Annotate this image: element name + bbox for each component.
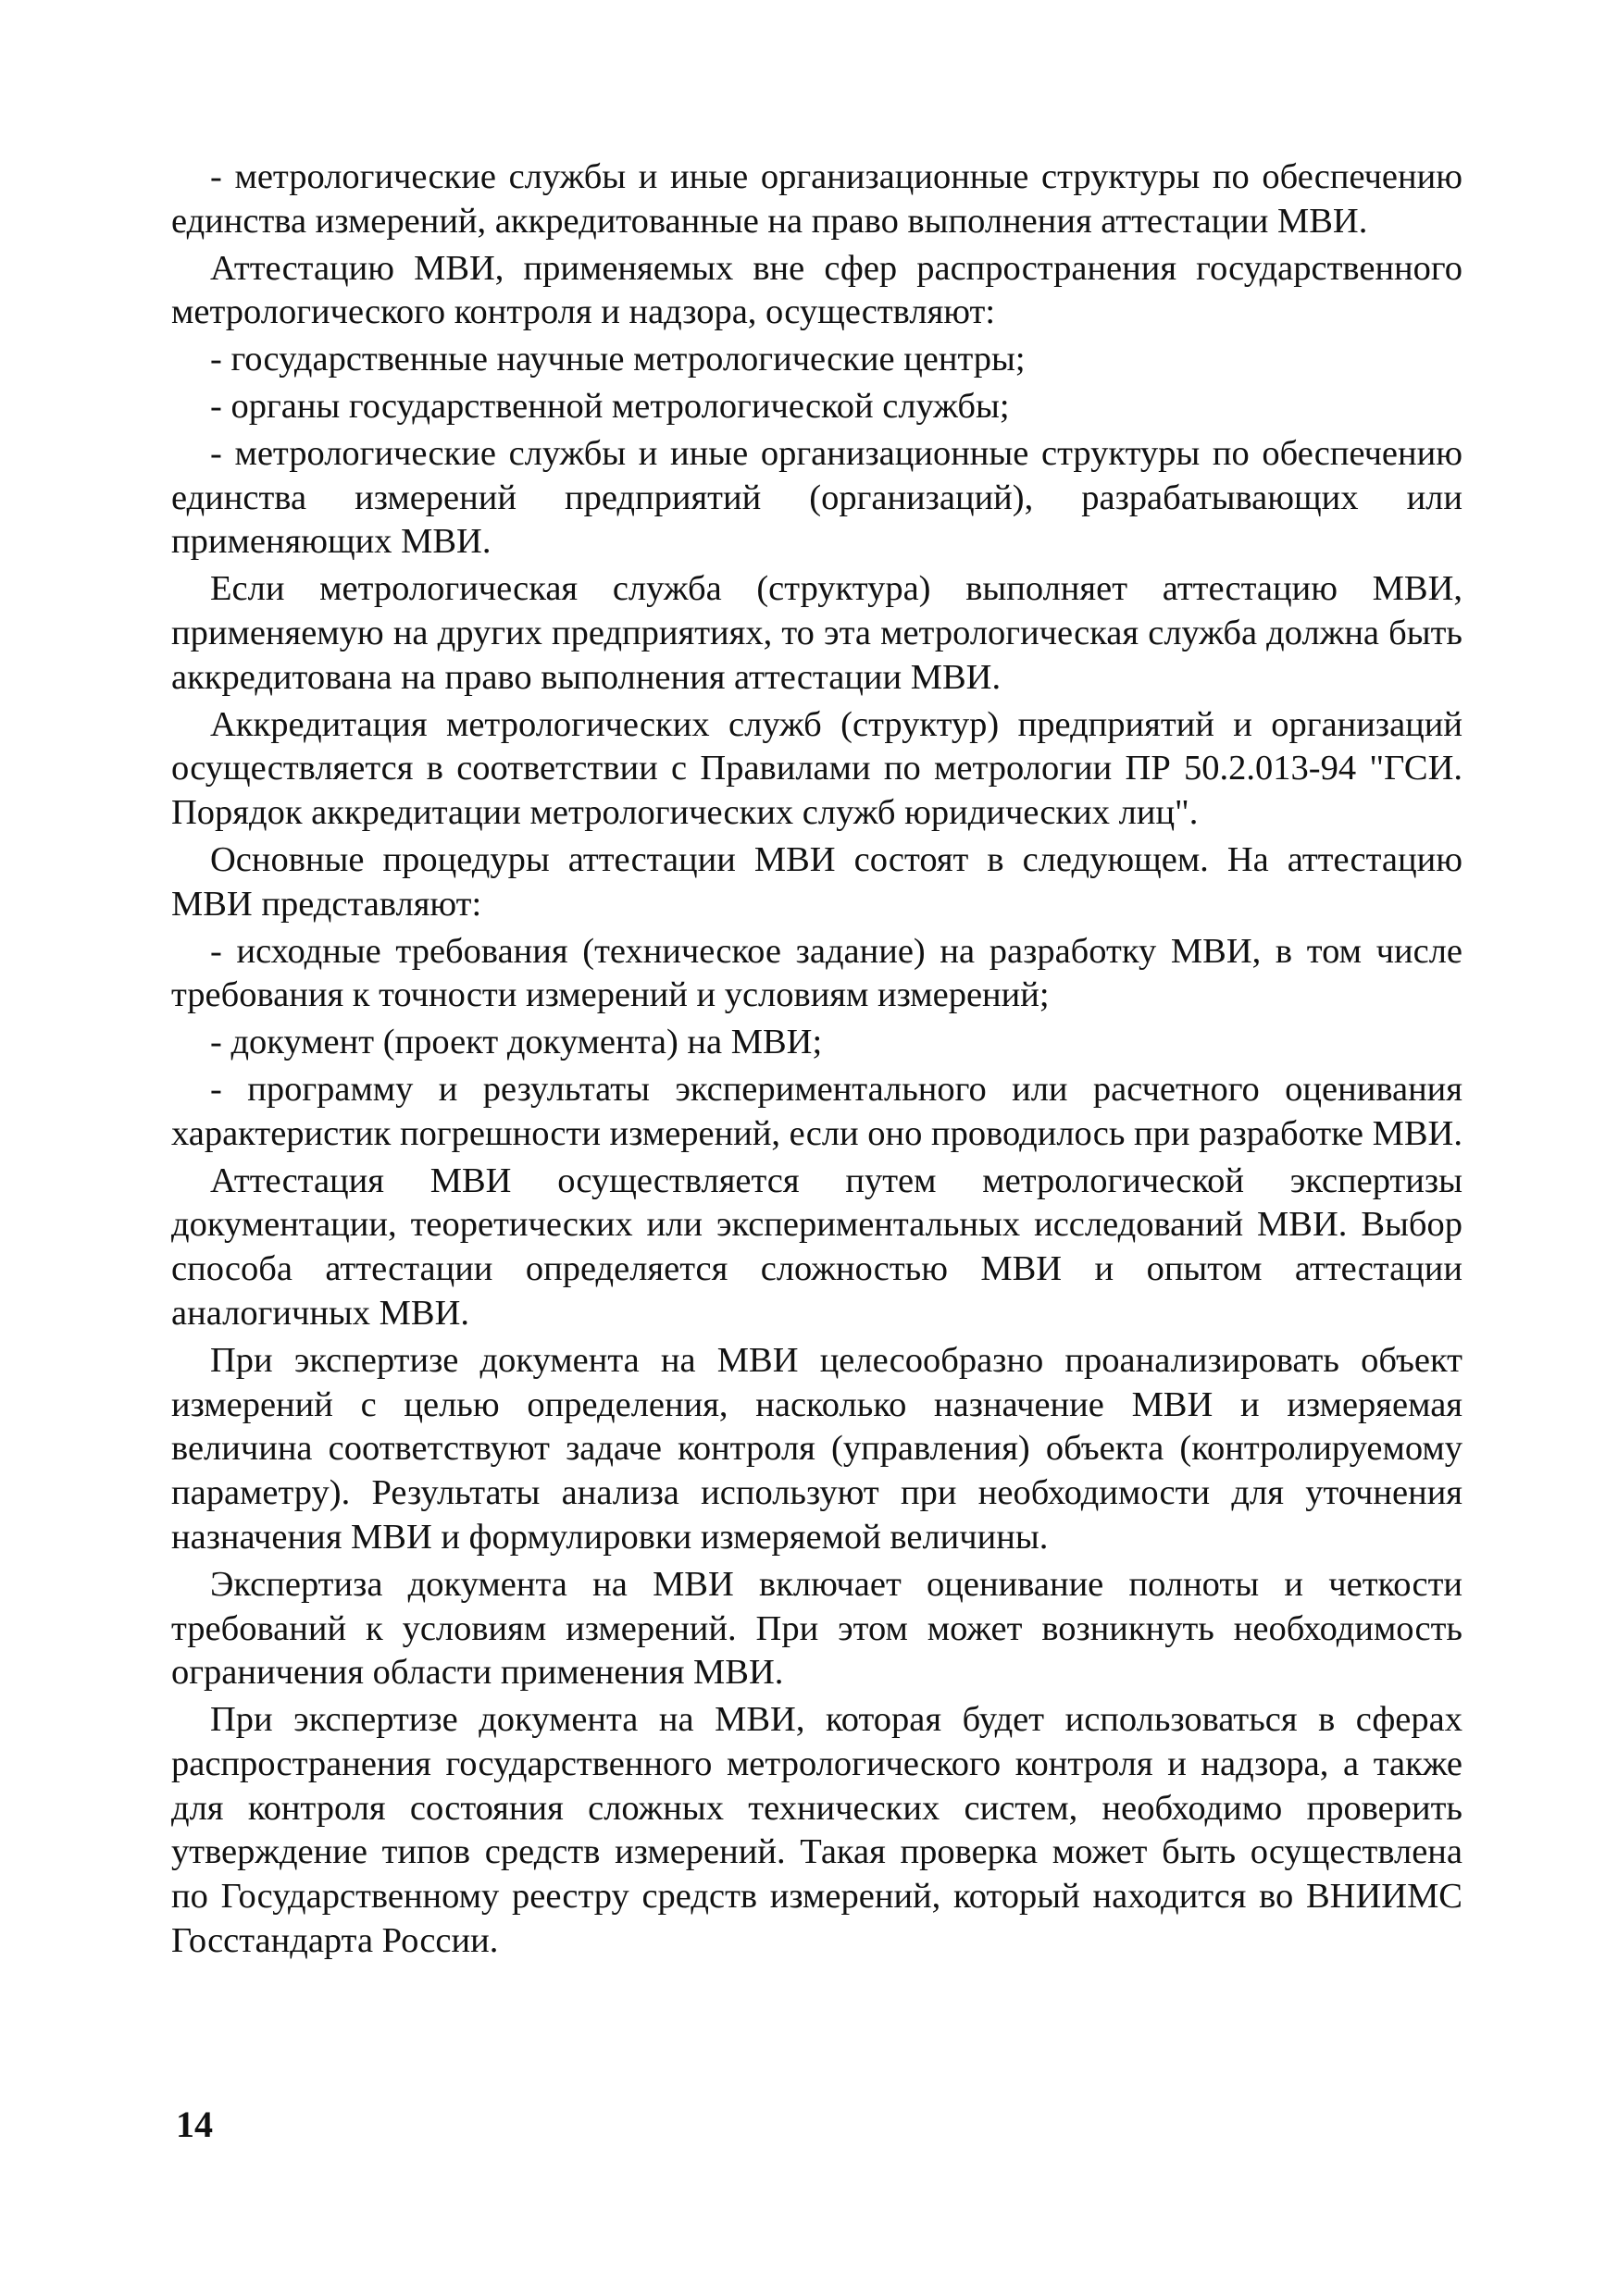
- paragraph-7: Аккредитация метрологических служб (структур) предприятий и организаций осуществляется в соответствии с Правилами по метрологии ПР 50.2.013-94 "ГСИ. Порядок аккредитации метрологических служб юридических лиц".: [171, 704, 1462, 833]
- paragraph-3: - государственные научные метрологические центры;: [210, 340, 1026, 379]
- paragraph-1: - метрологические службы и иные организационные структуры по обеспечению единства измерений, аккредитованные на право выполнения аттестации МВИ.: [171, 157, 1462, 241]
- body-text: [171, 155, 1462, 1967]
- paragraph-9: - исходные требования (техническое задание) на разработку МВИ, в том числе требования к точности измерений и условиям измерений;: [171, 931, 1462, 1015]
- paragraph-8: Основные процедуры аттестации МВИ состоят в следующем. На аттестацию МВИ представляют:: [171, 839, 1462, 924]
- paragraph-5: - метрологические службы и иные организационные структуры по обеспечению единства измерений предприятий (организаций), разрабатывающих или применяющих МВИ.: [171, 433, 1462, 562]
- page-number: 14: [176, 2104, 213, 2145]
- paragraph-13: При экспертизе документа на МВИ целесообразно проанализировать объект измерений с целью определения, насколько назначение МВИ и измеряемая величина соответствуют задаче контроля (управления) объекта (контролируемому параметру). Результаты анализа используют при необходимости для уточнения назначения МВИ и формулировки измеряемой величины.: [171, 1340, 1462, 1557]
- paragraph-2: Аттестацию МВИ, применяемых вне сфер распространения государственного метрологического контроля и надзора, осуществляют:: [171, 248, 1462, 332]
- paragraph-11: - программу и результаты экспериментального или расчетного оценивания характеристик погрешности измерений, если оно проводилось при разработке МВИ.: [171, 1069, 1462, 1153]
- paragraph-14: Экспертиза документа на МВИ включает оценивание полноты и четкости требований к условиям измерений. При этом может возникнуть необходимость ограничения области применения МВИ.: [171, 1564, 1462, 1693]
- paragraph-12: Аттестация МВИ осуществляется путем метрологической экспертизы документации, теоретических или экспериментальных исследований МВИ. Выбор способа аттестации определяется сложностью МВИ и опытом аттестации аналогичных МВИ.: [171, 1160, 1462, 1333]
- paragraph-10: - документ (проект документа) на МВИ;: [210, 1023, 823, 1062]
- paragraph-15: При экспертизе документа на МВИ, которая будет использоваться в сферах распространения государственного метрологического контроля и надзора, а также для контроля состояния сложных технических систем, необходимо проверить утверждение типов средств измерений. Такая проверка может быть осуществлена по Государственному реестру средств измерений, который находится во ВНИИМС Госстандарта России.: [171, 1700, 1462, 1961]
- paragraph-4: - органы государственной метрологической службы;: [210, 386, 1010, 426]
- paragraph-6: Если метрологическая служба (структура) выполняет аттестацию МВИ, применяемую на других предприятиях, то эта метрологическая служба должна быть аккредитована на право выполнения аттестации МВИ.: [171, 569, 1462, 697]
